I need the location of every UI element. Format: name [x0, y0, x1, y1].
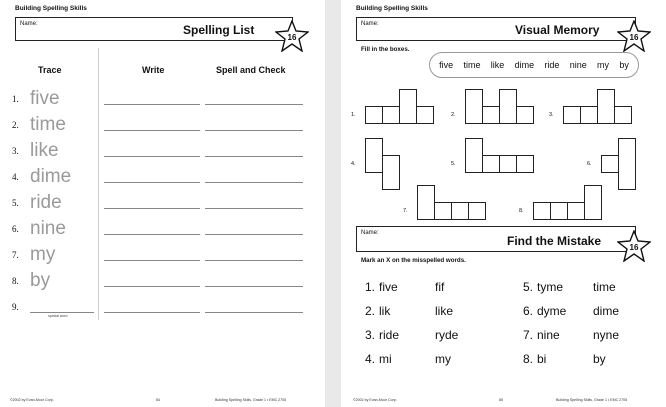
- write-line[interactable]: [104, 156, 200, 157]
- word-choice[interactable]: lik: [379, 304, 391, 318]
- letter-box[interactable]: [465, 138, 483, 173]
- instruction-fill-boxes: Fill in the boxes.: [361, 46, 410, 53]
- word-bank: [429, 52, 639, 78]
- word-bank-item: ride: [544, 60, 560, 70]
- write-line[interactable]: [104, 208, 200, 209]
- star-badge: [275, 20, 309, 52]
- letter-box[interactable]: [417, 185, 435, 220]
- word-choice[interactable]: nyne: [593, 328, 620, 342]
- box-number: 4.: [351, 161, 356, 167]
- trace-word: time: [30, 114, 66, 135]
- write-line[interactable]: [104, 260, 200, 261]
- footer-page-number: 84: [156, 398, 160, 402]
- letter-box[interactable]: [365, 106, 383, 124]
- column-header-spell-and-check: Spell and Check: [216, 65, 286, 75]
- letter-box[interactable]: [567, 202, 585, 220]
- letter-box[interactable]: [533, 202, 551, 220]
- section-title: Visual Memory: [515, 23, 600, 37]
- spell-check-line[interactable]: [205, 260, 303, 261]
- letter-box[interactable]: [516, 106, 534, 124]
- word-choice[interactable]: like: [435, 304, 454, 318]
- letter-box[interactable]: [584, 185, 602, 220]
- letter-box[interactable]: [399, 89, 417, 124]
- spell-check-line[interactable]: [205, 130, 303, 131]
- word-choice[interactable]: ride: [379, 328, 400, 342]
- word-choice[interactable]: five: [379, 280, 398, 294]
- letter-box[interactable]: [580, 106, 598, 124]
- write-line[interactable]: [104, 182, 200, 183]
- box-number: 5.: [451, 161, 456, 167]
- trace-word: by: [30, 270, 51, 291]
- item-number: 1.: [365, 280, 376, 294]
- write-line[interactable]: [104, 312, 200, 313]
- letter-box[interactable]: [434, 202, 452, 220]
- trace-word: ride: [30, 192, 62, 213]
- find-mistake-header: [356, 226, 636, 252]
- series-title: Building Spelling Skills: [356, 5, 428, 12]
- column-header-write: Write: [142, 65, 165, 75]
- word-bank-item: time: [463, 60, 481, 70]
- letter-box[interactable]: [382, 155, 400, 190]
- item-number: 6.: [523, 304, 534, 318]
- letter-box[interactable]: [482, 106, 500, 124]
- spell-check-line[interactable]: [205, 208, 303, 209]
- spell-check-line[interactable]: [205, 312, 303, 313]
- spell-check-line[interactable]: [205, 182, 303, 183]
- item-number: 8.: [523, 352, 534, 366]
- letter-box[interactable]: [618, 138, 636, 190]
- trace-word: five: [30, 88, 60, 109]
- word-bank-item: nine: [569, 60, 587, 70]
- special-word-caption: special word: [48, 314, 68, 318]
- letter-box[interactable]: [482, 155, 500, 173]
- spelling-list-page: Building Spelling Skills Name: Spelling List 16 Trace Write Spell and Check 1. five 2. time 3. like 4. dime 5. ride 6. nine 7. my 8. by 9. special word ©2002 by Evan-Moor Corp. 84 Building Spelling Skills, Grade 1 • EMC 2705: [0, 0, 325, 407]
- word-choice[interactable]: dime: [593, 304, 620, 318]
- lesson-number: 16: [629, 242, 639, 252]
- letter-box[interactable]: [499, 155, 517, 173]
- visual-memory-header: [356, 17, 636, 41]
- word-bank-item: by: [619, 60, 629, 70]
- spell-check-line[interactable]: [205, 286, 303, 287]
- lesson-number: 16: [287, 32, 297, 42]
- word-choice[interactable]: ryde: [435, 328, 459, 342]
- name-label: Name:: [361, 230, 379, 236]
- letter-box[interactable]: [601, 155, 619, 173]
- letter-box[interactable]: [416, 106, 434, 124]
- word-choice[interactable]: my: [435, 352, 451, 366]
- column-divider: [98, 48, 99, 320]
- box-number: 2.: [451, 112, 456, 118]
- spell-check-line[interactable]: [205, 104, 303, 105]
- word-bank-item: dime: [514, 60, 535, 70]
- word-choice[interactable]: time: [593, 280, 616, 294]
- footer-copyright: ©2002 by Evan-Moor Corp.: [10, 398, 54, 402]
- box-number: 8.: [519, 208, 524, 214]
- letter-box[interactable]: [365, 138, 383, 173]
- box-number: 7.: [403, 208, 408, 214]
- word-choice[interactable]: bi: [537, 352, 547, 366]
- letter-box[interactable]: [451, 202, 469, 220]
- instruction-mark-x: Mark an X on the misspelled words.: [361, 257, 466, 264]
- spell-check-line[interactable]: [205, 234, 303, 235]
- word-choice[interactable]: by: [593, 352, 606, 366]
- trace-word: dime: [30, 166, 72, 187]
- write-line[interactable]: [104, 234, 200, 235]
- word-bank-item: my: [597, 60, 610, 70]
- word-choice[interactable]: dyme: [537, 304, 567, 318]
- letter-box[interactable]: [550, 202, 568, 220]
- word-choice[interactable]: mi: [379, 352, 392, 366]
- letter-box[interactable]: [465, 89, 483, 124]
- item-number: 4.: [365, 352, 376, 366]
- letter-box[interactable]: [468, 202, 486, 220]
- write-line[interactable]: [104, 130, 200, 131]
- footer-copyright: ©2002 by Evan-Moor Corp.: [353, 398, 397, 402]
- word-choice[interactable]: fif: [435, 280, 445, 294]
- footer-page-number: 85: [499, 398, 503, 402]
- letter-box[interactable]: [499, 89, 517, 124]
- word-bank-item: like: [490, 60, 505, 70]
- lesson-number: 16: [629, 32, 639, 42]
- item-number: 7.: [523, 328, 534, 342]
- word-choice[interactable]: tyme: [537, 280, 564, 294]
- letter-box[interactable]: [563, 106, 581, 124]
- footer-book-title: Building Spelling Skills, Grade 1 • EMC 2705: [215, 398, 287, 402]
- special-word-line[interactable]: [30, 312, 94, 313]
- name-header-box: [15, 17, 293, 41]
- trace-word: like: [30, 140, 59, 161]
- footer-book-title: Building Spelling Skills, Grade 1 • EMC 2705: [556, 398, 628, 402]
- write-line[interactable]: [104, 286, 200, 287]
- box-number: 6.: [587, 161, 592, 167]
- item-number: 5.: [523, 280, 534, 294]
- section-title: Find the Mistake: [507, 234, 602, 248]
- word-choice[interactable]: nine: [537, 328, 560, 342]
- letter-box[interactable]: [614, 106, 632, 124]
- write-line[interactable]: [104, 104, 200, 105]
- letter-box[interactable]: [597, 89, 615, 124]
- column-header-trace: Trace: [38, 65, 62, 75]
- letter-box[interactable]: [516, 155, 534, 173]
- item-number: 2.: [365, 304, 376, 318]
- series-title: Building Spelling Skills: [15, 5, 87, 12]
- worksheet-page: [341, 0, 666, 407]
- trace-word: my: [30, 244, 56, 265]
- item-number: 3.: [365, 328, 376, 342]
- letter-box[interactable]: [382, 106, 400, 124]
- spell-check-line[interactable]: [205, 156, 303, 157]
- star-badge: [617, 20, 651, 52]
- name-label: Name:: [20, 21, 38, 27]
- page-title: Spelling List: [183, 23, 255, 37]
- box-number: 3.: [549, 112, 554, 118]
- trace-word: nine: [30, 218, 66, 239]
- box-number: 1.: [351, 112, 356, 118]
- name-label: Name:: [361, 21, 379, 27]
- star-badge: [617, 230, 651, 262]
- word-bank-item: five: [439, 60, 454, 70]
